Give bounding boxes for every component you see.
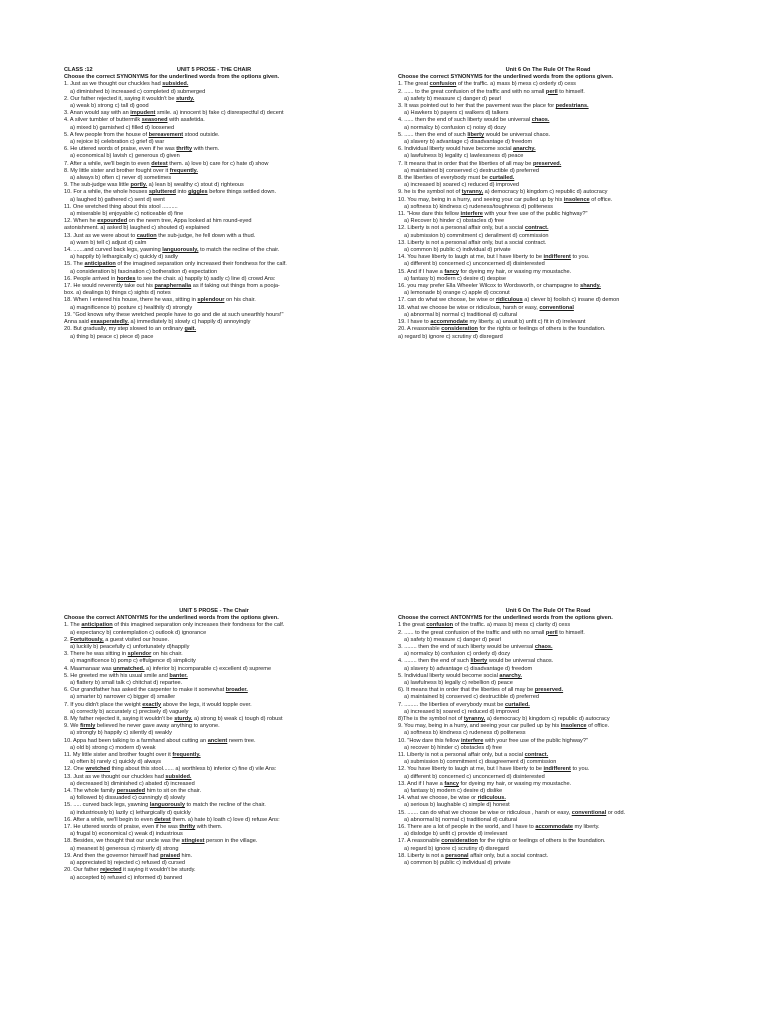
question: 14. .......and curved back legs, yawning languorously, to match the recline of the chair. xyxy=(64,247,280,254)
underlined-word: interfere xyxy=(460,211,483,218)
underlined-word: unmatched. xyxy=(113,665,145,672)
underlined-word: ridiculous xyxy=(495,297,523,304)
underlined-word: anarchy. xyxy=(513,146,536,153)
options: a) slavery b) advantage c) disadvantage d) freedom xyxy=(404,665,533,672)
question: 14. You have liberty to laugh at me, but I have liberty to be indifferent to you. xyxy=(398,254,590,261)
underlined-word: frequently. xyxy=(169,167,198,174)
underlined-word: splendour xyxy=(197,297,225,304)
question: 7. After a while, we'll begin to even detest them. a) love b) care for c) hate d) show xyxy=(64,160,269,167)
underlined-word: portly. xyxy=(130,182,148,189)
question: 7. It means that in order that the liberties of all may be preserved. xyxy=(398,160,562,167)
question: 20. Our father rejected it saying it wouldn't be sturdy. xyxy=(64,867,196,874)
section-title: UNIT 5 PROSE - THE CHAIR xyxy=(176,67,252,73)
underlined-word: ancient xyxy=(207,737,228,744)
section-title: Unit 6 On The Rule Of The Road xyxy=(505,67,591,73)
question: 5. ...... then the end of such liberty would be universal chaos. xyxy=(398,131,551,138)
underlined-word: praised xyxy=(160,852,180,859)
options: a) abnormal b) normal c) traditional d) cultural xyxy=(404,816,518,823)
question: 3. It was pointed out to her that the pavement was the place for pedestrians. xyxy=(398,103,589,109)
underlined-word: sturdy. xyxy=(176,95,195,102)
options: a) thing b) peace c) piece d) pace xyxy=(70,333,154,340)
options: a) normalcy b) confusion c) orderly d) dozy xyxy=(404,651,511,658)
instruction: Choose the correct ANTONYMS for the underlined words from the options given. xyxy=(398,615,613,622)
options: a) lemonade b) orange c) apple d) coconut xyxy=(404,290,510,297)
question: 13. Just as we thought our chuckles had subsided. xyxy=(64,773,192,780)
underlined-word: liberty xyxy=(467,131,485,138)
underlined-word: Fortuitously, xyxy=(70,636,104,643)
question: 2. Fortuitously, a guest visited our house. xyxy=(64,636,170,643)
question: 15. The anticipation of the imagined separation only increased their fondness for the calf. xyxy=(64,261,287,268)
underlined-word: indifferent xyxy=(543,254,571,261)
underlined-word: broader. xyxy=(225,687,248,694)
options: a) followed b) dissuaded c) cunningly d) slowly xyxy=(70,795,186,802)
underlined-word: thrifty xyxy=(179,824,196,831)
options: a) serious b) laughable c) simple d) honest xyxy=(404,802,510,809)
underlined-word: anticipation xyxy=(84,261,116,268)
question: 3. There he was sitting in splendor on his chair. xyxy=(64,651,183,658)
section-header xyxy=(398,608,698,615)
question: 20. But gradually, my step slowed to an ordinary gait. xyxy=(64,326,197,333)
options: a) abnormal b) normal c) traditional d) cultural xyxy=(404,311,518,318)
underlined-word: paraphernalia xyxy=(154,283,192,290)
section-header xyxy=(64,608,364,615)
question: 1 the great confusion of the traffic. a) mass b) mess c) clarity d) cess xyxy=(398,622,571,629)
question: 13. And if I have a fancy for dyeing my hair, or waxing my moustache. xyxy=(398,780,572,787)
section-title: Unit 6 On The Rule Of The Road xyxy=(505,608,591,614)
question: 15. ....... can do what we choose be wise or ridiculous , harsh or easy, conventional or odd. xyxy=(398,809,626,816)
question: 2. ...... to the great confusion of the traffic and with no small peril to himself. xyxy=(398,88,585,95)
options: a) flattery b) small talk c) chitchat d) repartee. xyxy=(70,680,183,687)
question: 15. And if I have a fancy for dyeing my hair, or waxing my moustache. xyxy=(398,268,572,275)
question: 4. ........ then the end of such liberty would be universal chaos. xyxy=(398,658,554,665)
instruction: Choose the correct SYNONYMS for the underlined words from the options given. xyxy=(398,74,614,81)
question: 12. When he expounded on the neem tree, Appa looked at him round-eyed xyxy=(64,218,252,225)
options: a) laughed b) gathered c) sent d) went xyxy=(70,196,165,203)
options: a) safety b) measure c) danger d) pearl xyxy=(404,95,502,102)
options: a) submission b) commitment c) disagreement d) commission xyxy=(404,759,557,766)
options: a) lawfulness b) legality c) lawlessness d) peace xyxy=(404,153,524,160)
options: a) softness b) kindness c) rudeness/toughness d) politeness xyxy=(404,203,553,210)
question: 11. My little sister and brother fought over it frequently. xyxy=(64,752,201,759)
question: 12. You have liberty to laugh at me, but I have liberty to be indifferent to you. xyxy=(398,766,590,773)
section-header xyxy=(64,67,364,74)
underlined-word: contract. xyxy=(524,752,549,759)
question: 4. A silver tumbler of buttermilk seasoned with asafetida. xyxy=(64,117,205,124)
options: a) Hawkers b) payers c) walkers d) talkers xyxy=(404,110,509,117)
options: a) mixed b) garnished c) filled d) loosened xyxy=(70,124,175,131)
underlined-word: rejected xyxy=(100,867,122,874)
question: 6. Our grandfather has asked the carpenter to make it somewhat broader. xyxy=(64,687,248,694)
underlined-word: accommodate xyxy=(535,824,573,831)
underlined-word: insolence xyxy=(563,196,590,203)
underlined-word: insolence xyxy=(560,723,587,730)
question: 5. He greeted me with his usual smile and banter. xyxy=(64,672,188,679)
underlined-word: hordes xyxy=(116,275,136,282)
options: a) recover b) hinder c) obstacles d) free xyxy=(404,744,502,751)
question: 17. can do what we choose, be wise or ridiculous a) clever b) foolish c) insane d) demon xyxy=(398,297,620,304)
question: 10. Appa had been talking to a farmhand about cutting an ancient neem tree. xyxy=(64,737,256,744)
underlined-word: caution xyxy=(136,232,157,239)
question: 4. ...... then the end of such liberty would be universal chaos. xyxy=(398,117,550,124)
options: a) correctly b) accurately c) precisely d) vaguely xyxy=(70,708,189,715)
underlined-word: ridiculous. xyxy=(477,795,506,802)
question: 5. Individual liberty would become social anarchy. xyxy=(398,672,522,679)
question: 14. The whole family persuaded him to sit on the chair. xyxy=(64,788,202,795)
question: 8. My father rejected it, saying it wouldn't be sturdy. a) strong b) weak c) tough d) robust xyxy=(64,716,283,723)
question: 13. Just as we were about to caution the sub-judge, he fell down with a thud. xyxy=(64,232,256,239)
question: 19. "God knows why these wretched people have to go and die at such unearthly hours!" xyxy=(64,311,284,318)
underlined-word: spluttered xyxy=(148,189,176,196)
options: a) rejoice b) celebration c) grief d) war xyxy=(70,139,165,146)
options: a) safety b) measure c) danger d) pearl xyxy=(404,636,502,643)
question: 16. you may prefer Ella Wheeler Wilcox to Wordsworth, or champagne to shandy. xyxy=(398,283,601,290)
section-syn-road xyxy=(398,67,698,341)
underlined-word: seasoned xyxy=(141,117,168,124)
question: 8. My little sister and brother fought over it frequently. xyxy=(64,167,198,174)
underlined-word: conventional xyxy=(571,809,607,816)
question: 19. And then the governor himself had praised him. xyxy=(64,852,193,859)
underlined-word: chaos. xyxy=(534,644,553,650)
options: a) luckily b) peacefully c) unfortunately d)happily xyxy=(70,644,190,650)
options: a) submission b) commitment c) derailment d) commission xyxy=(404,232,549,239)
options: a) warn b) tell c) adjust d) calm xyxy=(70,239,147,246)
underlined-word: tyranny, xyxy=(461,189,484,196)
underlined-word: firmly xyxy=(80,723,96,730)
options: a) different b) concerned c) unconcerned d) disinterested xyxy=(404,261,545,268)
underlined-word: preserved. xyxy=(532,160,562,167)
underlined-word: anarchy. xyxy=(499,672,522,679)
question: 13. Liberty is not a personal affair only, but a social contract. xyxy=(398,239,547,246)
underlined-word: preserved. xyxy=(534,687,564,694)
instruction: Choose the correct SYNONYMS for the underlined words from the options given. xyxy=(64,74,280,81)
underlined-word: frequently. xyxy=(172,752,201,759)
underlined-word: splendor xyxy=(127,651,152,658)
options: a) frugal b) economical c) weak d) industrious xyxy=(70,831,183,838)
underlined-word: detest xyxy=(151,160,168,167)
options: a) maintained b) conserved c) destructible d) preferred xyxy=(404,694,539,701)
question: 18. what we choose be wise or ridiculous, harsh or easy, conventional xyxy=(398,304,574,311)
options: a) industriously b) lazily c) lethargically d) quickly xyxy=(70,809,191,816)
question: Anna said exasperatedly. a) immediately b) slowly c) happily d) annoyingly xyxy=(64,319,251,326)
underlined-word: expounded xyxy=(97,218,128,225)
options: a) consideration b) fascination c) botheration d) expectation xyxy=(70,268,218,275)
underlined-word: exactly xyxy=(142,701,162,708)
underlined-word: indifferent xyxy=(543,766,571,773)
question: 5. A few people from the house of bereavement stood outside. xyxy=(64,131,220,138)
options: a) common b) public c) individual d) private xyxy=(404,860,511,867)
options: a) regard b) ignore c) scrutiny d) disregard xyxy=(404,845,509,852)
underlined-word: gait. xyxy=(184,326,197,333)
question: 17. He uttered words of praise, even if he was thrifty with them. xyxy=(64,824,223,831)
options: a) magnificence b) pomp c) effulgence d) simplicity xyxy=(70,658,196,665)
options: a) normalcy b) confusion c) noisy d) dozy xyxy=(404,124,506,131)
section-ant-chair xyxy=(64,608,364,882)
underlined-word: curtailed. xyxy=(489,175,515,182)
question: 17. A reasonable consideration for the rights or feelings of others is the foundation. xyxy=(398,838,606,845)
section-title: UNIT 5 PROSE - The Chair xyxy=(179,608,249,614)
section-header xyxy=(398,67,698,74)
class-label: CLASS :12 xyxy=(64,67,93,73)
underlined-word: consideration xyxy=(441,838,478,845)
underlined-word: tyranny, xyxy=(463,716,486,723)
underlined-word: accommodate xyxy=(430,319,468,326)
underlined-word: stingiest xyxy=(181,838,205,845)
question: 2. Our father rejected it, saying it wouldn't be sturdy. xyxy=(64,95,195,102)
underlined-word: sturdy. xyxy=(174,716,193,723)
options: a) fantasy b) modern c) desire d) dislike xyxy=(404,788,503,795)
options: a) increased b) soared c) reduced d) improved xyxy=(404,182,520,189)
underlined-word: languorously xyxy=(149,802,185,809)
options: a) miserable b) enjoyable c) noticeable d) fine xyxy=(70,211,184,218)
underlined-word: chaos. xyxy=(531,117,550,124)
options: a) common b) public c) individual d) private xyxy=(404,247,511,254)
underlined-word: liberty xyxy=(470,658,488,665)
question: 9. he is the symbol not of tyranny, a) democracy b) kingdom c) republic d) autocracy xyxy=(398,189,608,196)
underlined-word: impudent xyxy=(130,110,156,117)
question: 8. the liberties of everybody must be curtailed. xyxy=(398,175,515,182)
options: a) softness b) kindness c) rudeness d) politeness xyxy=(404,730,526,737)
question: 12. One wretched thing about this stool....... a) worthless b) inferior c) fine d) vile Ans: xyxy=(64,766,277,773)
question: 1. The anticipation of this imagined separation only increases their fondness for the calf. xyxy=(64,622,285,629)
options: a) Recover b) hinder c) obstacles d) free xyxy=(404,218,505,225)
options: a) decreased b) diminished c) abated d) increased xyxy=(70,780,195,787)
question: 18. Liberty is not a personal affair only, but a social contract. xyxy=(398,852,549,859)
underlined-word: banter. xyxy=(169,672,188,679)
question: 10. "How dare this fellow interfere with your free use of the public highway?" xyxy=(398,737,588,744)
question: 7. ......... the liberties of everybody must be curtailed. xyxy=(398,701,530,708)
options: a) weak b) strong c) tall d) good xyxy=(70,103,149,109)
question: 18. When I entered his house, there he was, sitting in splendour on his chair. xyxy=(64,297,256,304)
underlined-word: detest xyxy=(154,816,171,823)
underlined-word: languorously, xyxy=(162,247,199,254)
underlined-word: peril xyxy=(545,629,558,636)
question: 16. People arrived in hordes to see the chair. a) happily b) sadly c) line d) crowd Ans: xyxy=(64,275,276,282)
underlined-word: bereavement xyxy=(148,131,184,138)
underlined-word: curtailed. xyxy=(504,701,530,708)
question: 20. A reasonable consideration for the rights or feelings of others is the foundation. xyxy=(398,326,606,333)
question: 9. You may, being in a hurry, and seeing your car pulled up by his insolence of office. xyxy=(398,723,610,730)
question: astonishment. a) asked b) laughed c) shouted d) explained xyxy=(64,225,210,232)
options: a) fantasy b) modern c) desire d) despise xyxy=(404,275,506,282)
options: a) dislodge b) unfit c) provide d) irrelevant xyxy=(404,831,508,838)
underlined-word: subsided. xyxy=(165,773,192,780)
underlined-word: confusion xyxy=(426,622,454,629)
underlined-word: persuaded xyxy=(116,788,146,795)
question: 7. If you didn't place the weight exactly above the legs, it would topple over. xyxy=(64,701,252,708)
question: 16. After a while, we'll begin to even detest them. a) hate b) loath c) love d) refuse Ans: xyxy=(64,816,280,823)
options: a) strongly b) happily c) silently d) weakly xyxy=(70,730,172,737)
underlined-word: conventional xyxy=(539,304,574,311)
question: 19. I have to accommodate my liberty. a) unsuit b) unfit c) fit in d) irrelevant xyxy=(398,319,586,326)
underlined-word: wretched xyxy=(85,766,111,773)
options: a) different b) concerned c) unconcerned d) disinterested xyxy=(404,773,545,780)
underlined-word: fancy xyxy=(444,268,459,275)
options: a) often b) rarely c) quickly d) always xyxy=(70,759,162,766)
instruction: Choose the correct ANTONYMS for the underlined words from the options given. xyxy=(64,615,279,622)
question: 14. what we choose, be wise or ridiculous. xyxy=(398,795,506,802)
underlined-word: giggles xyxy=(188,189,208,196)
section-syn-chair xyxy=(64,67,364,341)
question: 3. Anan would say with an impudent smile. a) innocent b) fake c) disrespectful d) decent xyxy=(64,110,284,117)
options: a) expectancy b) contemplation c) outlook d) ignorance xyxy=(70,629,207,636)
underlined-word: contract. xyxy=(524,225,549,232)
question: 16. There are a lot of people in the world, and I have to accommodate my liberty. xyxy=(398,824,600,831)
options: a) old b) strong c) modern d) weak xyxy=(70,744,156,751)
question: 4. Maamanaar was unmatched. a) inferior b) incomparable c) excellent d) supreme xyxy=(64,665,272,672)
options: a) always b) often c) never d) sometimes xyxy=(70,175,172,182)
question: 6). It means that in order that the liberties of all may be preserved. xyxy=(398,687,564,694)
underlined-word: thrifty xyxy=(176,146,193,153)
question: 6. Individual liberty would have become social anarchy. xyxy=(398,146,536,153)
question: 18. Besides, we thought that our uncle was the stingiest person in the village. xyxy=(64,838,258,845)
options: a) smarter b) narrower c) bigger d) smaller xyxy=(70,694,176,701)
question: 3. ........ then the end of such liberty would be universal chaos. xyxy=(398,644,553,650)
options: a) diminished b) increased c) completed d) submerged xyxy=(70,88,206,95)
question: 9. We firmly believed he never gave away anything to anyone. xyxy=(64,723,220,730)
underlined-word: consideration xyxy=(441,326,478,333)
question: 6. He uttered words of praise, even if he was thrifty with them. xyxy=(64,146,220,153)
options: a) lawfulness b) legally c) rebellion d) peace xyxy=(404,680,513,687)
section-ant-road xyxy=(398,608,698,867)
underlined-word: exasperatedly. xyxy=(90,319,129,326)
options: a) happily b) lethargically c) quickly d) sadly xyxy=(70,254,178,261)
underlined-word: confusion xyxy=(429,81,457,88)
options: a) increased b) soared c) reduced d) improved xyxy=(404,708,520,715)
options: a) economical b) lavish c) generous d) given xyxy=(70,153,180,160)
question: 1. The great confusion of the traffic. a) mass b) mess c) orderly d) cess xyxy=(398,81,576,88)
question: box. a) dealings b) things c) sights d) notes xyxy=(64,290,171,297)
question: 15. ..... curved back legs, yawning languorously to match the recline of the chair. xyxy=(64,802,266,809)
underlined-word: personal xyxy=(445,852,469,859)
options: a) magnificence b) posture c) healthily d) strongly xyxy=(70,304,193,311)
question: 8)The is the symbol not of tyranny, a) democracy b) kingdom c) republic d) autocracy xyxy=(398,716,610,723)
question: 12. Liberty is not a personal affair only, but a social contract. xyxy=(398,225,549,232)
underlined-word: anticipation xyxy=(81,622,113,629)
options: a) maintained b) conserved c) destructible d) preferred xyxy=(404,167,539,174)
options: a) accepted b) refused c) informed d) banned xyxy=(70,874,183,881)
question: 9. The sub-judge was little portly. a) lean b) wealthy c) stout d) righteous xyxy=(64,182,244,189)
underlined-word: fancy xyxy=(444,780,459,787)
question: 2. ...... to the great confusion of the traffic and with no small peril to himself. xyxy=(398,629,585,636)
question: 11. One wretched thing about this stool .......... xyxy=(64,203,178,210)
underlined-word: peril xyxy=(545,88,558,95)
options: a) meanest b) generous c) miserly d) strong xyxy=(70,845,179,852)
question: a) regard b) ignore c) scrutiny d) disregard xyxy=(398,333,503,340)
underlined-word: shandy. xyxy=(580,283,601,290)
question: 17. He would reverently take out his paraphernalia as if taking out things from a pooja- xyxy=(64,283,280,290)
underlined-word: pedestrians. xyxy=(555,103,589,109)
options: a) slavery b) advantage c) disadvantage d) freedom xyxy=(404,139,533,146)
question: 1. Just as we thought our chuckles had subsided. xyxy=(64,81,189,88)
question: 11. Liberty is not a personal affair only, but a social contract. xyxy=(398,752,549,759)
underlined-word: subsided. xyxy=(162,81,189,88)
underlined-word: interfere xyxy=(460,737,484,744)
question: 10. You may, being in a hurry, and seeing your car pulled up by his insolence of office. xyxy=(398,196,613,203)
options: a) appreciated b) rejected c) refused d) cursed xyxy=(70,860,186,867)
question: 10. For a while, the whole houses spluttered into giggles before things settled down. xyxy=(64,189,277,196)
question: 11. "How dare this fellow interfere with your free use of the public highway?" xyxy=(398,211,588,218)
